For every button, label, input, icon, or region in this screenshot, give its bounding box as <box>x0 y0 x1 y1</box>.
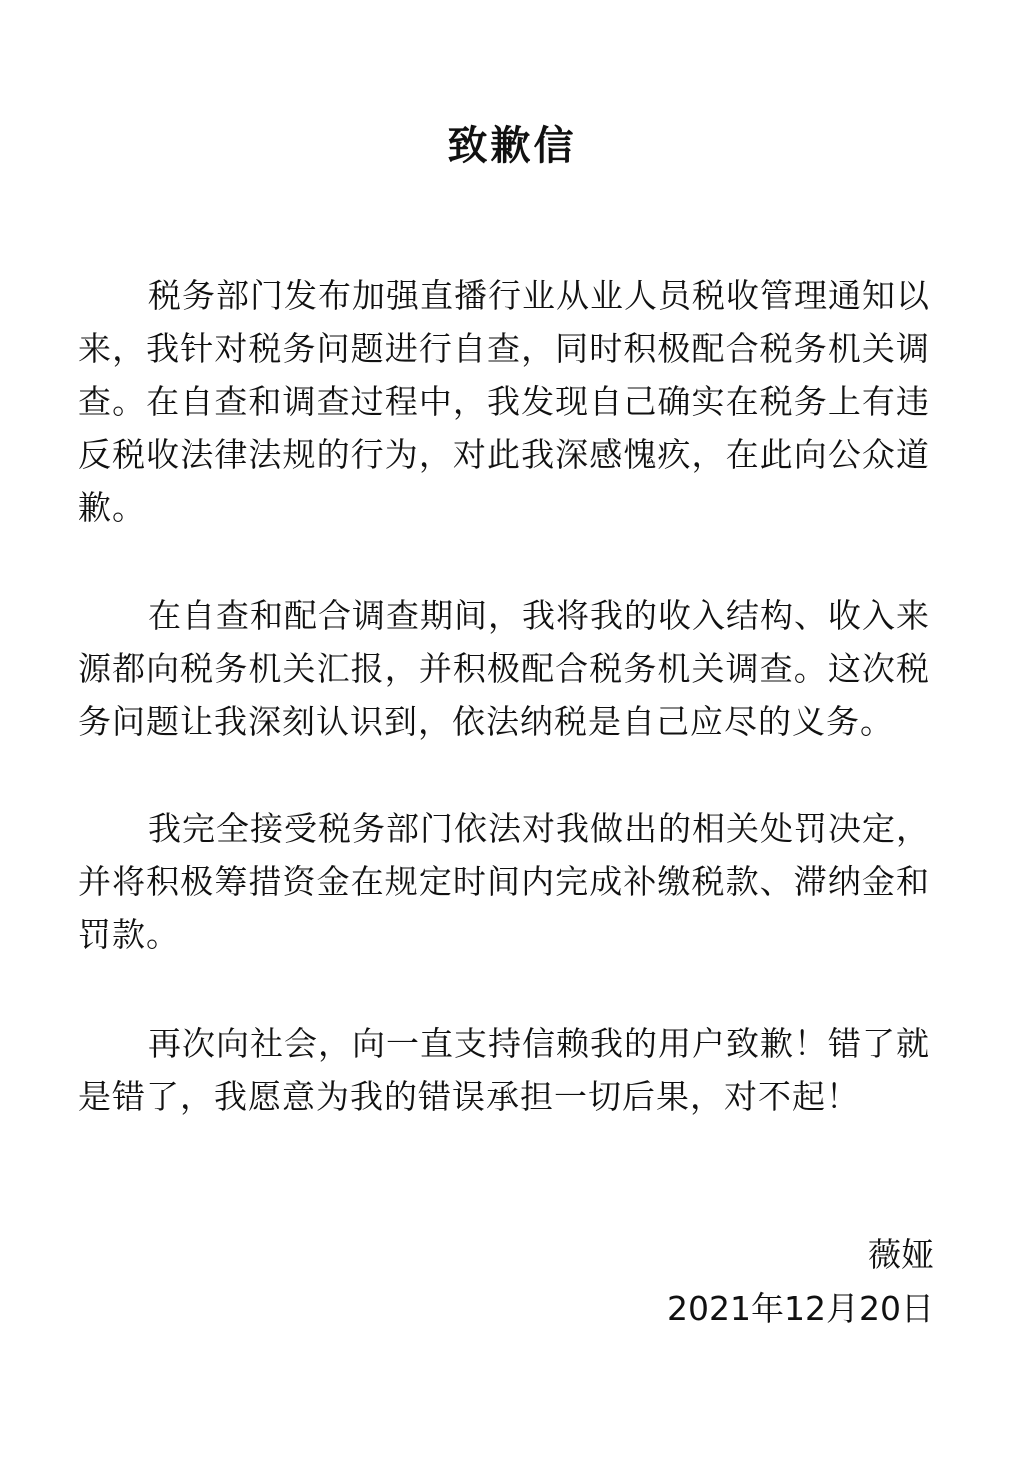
letter-date: 2021年12月20日 <box>667 1289 934 1328</box>
letter-title: 致歉信 <box>447 123 577 169</box>
letter-signature: 薇娅 <box>868 1235 934 1274</box>
letter-paragraph-3: 我完全接受税务部门依法对我做出的相关处罚决定，并将积极筹措资金在规定时间内完成补缴税款、滞纳金和罚款。 <box>78 809 930 954</box>
letter-paragraph-2: 在自查和配合调查期间，我将我的收入结构、收入来源都向税务机关汇报，并积极配合税务机关调查。这次税务问题让我深刻认识到，依法纳税是自己应尽的义务。 <box>78 596 930 741</box>
letter-paragraph-4: 再次向社会，向一直支持信赖我的用户致歉！错了就是错了，我愿意为我的错误承担一切后果，对不起！ <box>78 1024 930 1116</box>
letter-paragraph-1: 税务部门发布加强直播行业从业人员税收管理通知以来，我针对税务问题进行自查，同时积极配合税务机关调查。在自查和调查过程中，我发现自己确实在税务上有违反税收法律法规的行为，对此我深感愧疚，在此向公众道歉。 <box>78 276 930 527</box>
